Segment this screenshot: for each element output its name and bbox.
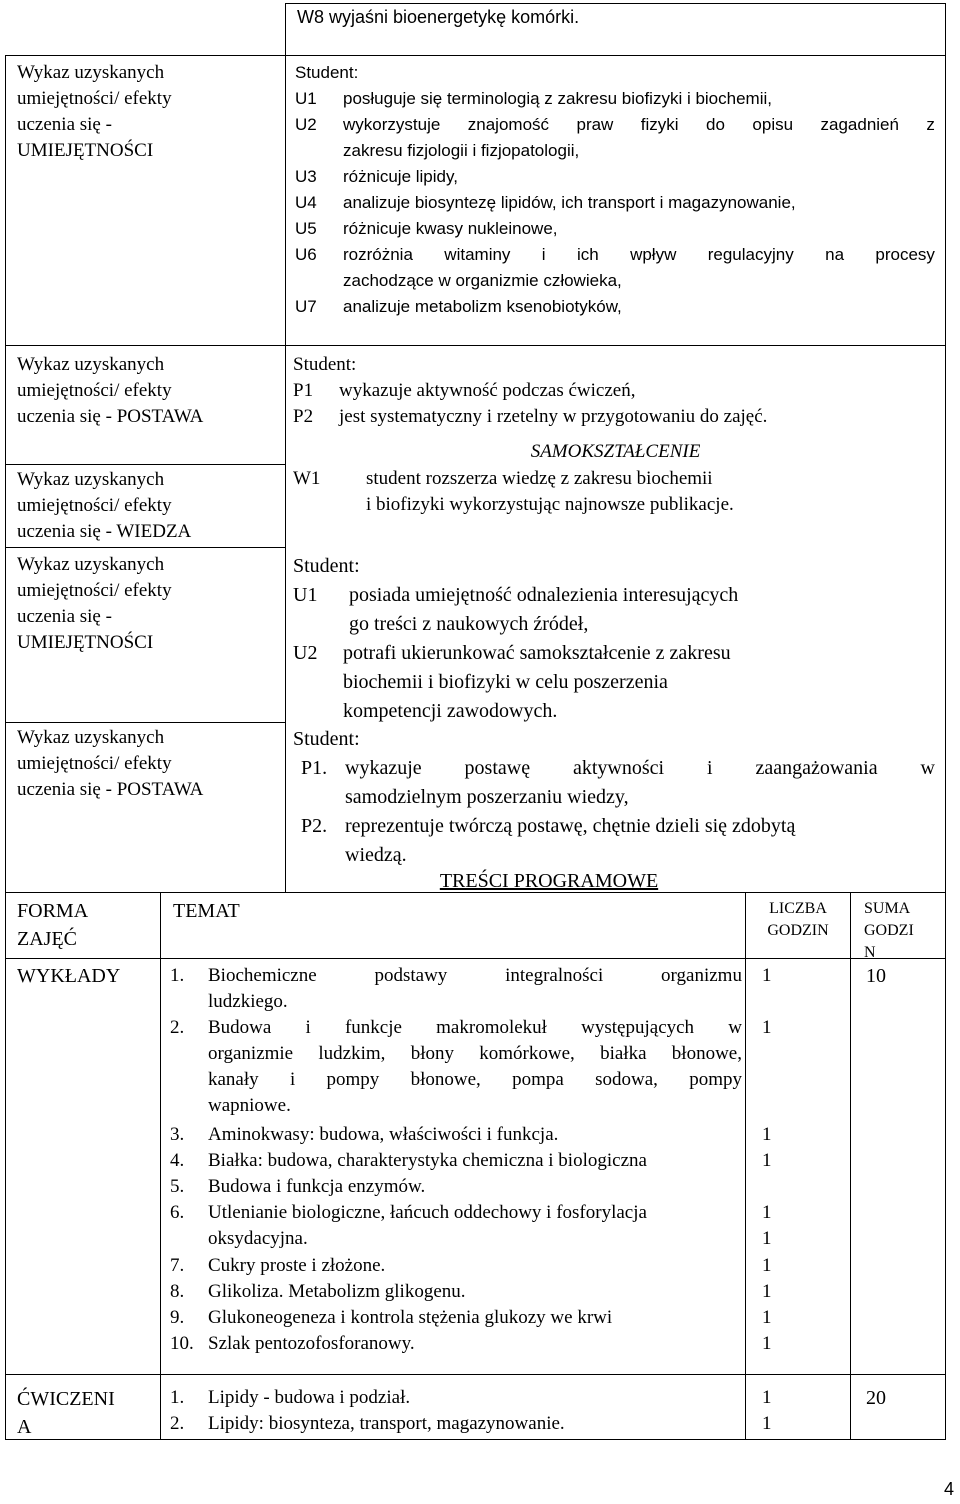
attitudes-section-1	[293, 352, 767, 430]
hours-2: 1	[762, 1017, 772, 1038]
outcome-text: posiada umiejętność odnalezienia interesujących	[349, 584, 739, 606]
divider-top	[285, 3, 286, 56]
topic-text: Cukry proste i złożone.	[208, 1255, 386, 1276]
outcome-text: potrafi ukierunkować samokształcenie z zakresu	[343, 642, 731, 664]
topic-number: 3.	[170, 1124, 185, 1145]
lecture-topic-1	[170, 963, 742, 1015]
outcome-code: U6	[295, 245, 317, 264]
label-line: umiejętności/ efekty	[17, 380, 172, 401]
hours-3: 1	[762, 1124, 772, 1145]
outcome-code: P1.	[301, 757, 328, 779]
label-line: umiejętności/ efekty	[17, 580, 172, 601]
outcome-code: U1	[295, 89, 317, 108]
sum-wyklady: 10	[866, 965, 886, 987]
label-line: Wykaz uzyskanych	[17, 469, 165, 490]
row-line-7	[5, 958, 946, 959]
header-line: GODZIN	[767, 922, 829, 939]
header-line: LICZBA	[769, 900, 827, 917]
outcome-text: wykazuje aktywność podczas ćwiczeń,	[339, 380, 636, 401]
form-cwiczenia	[17, 1385, 115, 1441]
outcome-text: biochemii i biofizyki w celu poszerzenia	[343, 671, 668, 693]
outcome-code: P2.	[301, 815, 328, 837]
label-line: umiejętności/ efekty	[17, 88, 172, 109]
outcome-text: różnicuje kwasy nukleinowe,	[343, 219, 558, 238]
label-line: UMIEJĘTNOŚCI	[17, 632, 154, 653]
col-topic-divider	[745, 892, 746, 1440]
skill-u3	[295, 164, 935, 190]
topic-number: 4.	[170, 1150, 185, 1171]
self-study-skills	[293, 552, 738, 726]
outcome-text-justified: wykorzystuje znajomość praw fizyki do opisu zagadnień z	[343, 115, 935, 134]
outcome-text: go treści z naukowych źródeł,	[349, 613, 589, 635]
topic-text: Biochemiczne podstawy integralności organizmu ludzkiego.	[208, 963, 742, 1015]
outcome-text: samodzielnym poszerzaniu wiedzy,	[345, 786, 629, 808]
hours-ex-2: 1	[762, 1413, 772, 1434]
header-line: ZAJĘĆ	[17, 928, 77, 950]
outcome-text: zachodzące w organizmie człowieka,	[343, 271, 622, 290]
topic-text	[208, 1200, 742, 1252]
outcome-text-justified: rozróżnia witaminy i ich wpływ regulacyjny na procesy	[343, 245, 935, 264]
outcome-text: student rozszerza wiedzę z zakresu biochemii	[366, 468, 713, 489]
topic-text: Lipidy - budowa i podział.	[208, 1387, 411, 1408]
row-line-1	[5, 55, 946, 56]
col-header-liczba-godzin	[746, 898, 850, 942]
outcome-code: U5	[295, 219, 317, 238]
outcome-text-justified: wykazuje postawę aktywności i zaangażowania w	[345, 757, 935, 779]
self-study-title: SAMOKSZTAŁCENIE	[530, 441, 701, 462]
bottom-border	[5, 1439, 946, 1440]
row-line-5	[5, 722, 286, 723]
outcome-text: jest systematyczny i rzetelny w przygotowaniu do zajęć.	[339, 406, 768, 427]
skill-u5	[295, 216, 935, 242]
skill-u1	[295, 86, 935, 112]
topic-text: Budowa i funkcje makromolekuł występujących w organizmie ludzkim, błony komórkowe, białka błonowe, kanały i pompy błonowe, pompa sodowa, pompy wapniowe.	[208, 1015, 742, 1119]
label-line: uczenia się - POSTAWA	[17, 406, 204, 427]
outcome-code: U4	[295, 193, 317, 212]
topic-number: 8.	[170, 1281, 185, 1302]
student-heading: Student:	[293, 728, 360, 750]
outcome-code: U2	[295, 115, 317, 134]
topic-number: 9.	[170, 1307, 185, 1328]
topic-number: 2.	[170, 1017, 185, 1038]
row-line-4	[5, 547, 286, 548]
hours-7: 1	[762, 1255, 772, 1276]
hours-1: 1	[762, 965, 772, 986]
hours-9: 1	[762, 1307, 772, 1328]
lecture-topic-2	[170, 1015, 742, 1119]
label-postawa-1	[17, 352, 203, 430]
page-number: 4	[944, 1479, 955, 1499]
right-border	[945, 55, 946, 1440]
topic-line: wapniowe.	[208, 1095, 291, 1116]
row-line-8	[5, 1374, 946, 1375]
header-line: GODZI	[864, 922, 914, 939]
outcome-text: zakresu fizjologii i fizjopatologii,	[343, 141, 580, 160]
skills-section-1	[295, 60, 935, 320]
topic-text: Lipidy: biosynteza, transport, magazynowanie.	[208, 1413, 565, 1434]
attitude-p1	[293, 378, 767, 404]
header-line: N	[864, 944, 876, 961]
hours-4: 1	[762, 1150, 772, 1171]
col-header-temat: TEMAT	[173, 900, 240, 922]
label-line: uczenia się - POSTAWA	[17, 779, 204, 800]
label-line: UMIEJĘTNOŚCI	[17, 140, 154, 161]
outcome-code: P2	[293, 406, 314, 427]
outcome-code: W1	[293, 468, 321, 489]
topic-line: oksydacyjna.	[208, 1228, 308, 1249]
outcome-text: reprezentuje twórczą postawę, chętnie dzieli się zdobytą	[345, 815, 796, 837]
outcome-text: posługuje się terminologią z zakresu biofizyki i biochemii,	[343, 89, 772, 108]
topic-text: Białka: budowa, charakterystyka chemiczna i biologiczna	[208, 1150, 647, 1171]
label-postawa-2	[17, 725, 203, 803]
row-line-3	[5, 464, 286, 465]
outcome-text: analizuje metabolizm ksenobiotyków,	[343, 297, 622, 316]
topic-number: 10.	[170, 1333, 194, 1354]
outcome-code: U3	[295, 167, 317, 186]
student-heading: Student:	[293, 555, 360, 577]
self-study-attitudes	[293, 725, 935, 870]
label-umiejetnosci-1	[17, 60, 172, 164]
label-wiedza-2	[17, 467, 191, 545]
outcome-code: U2	[293, 642, 318, 664]
outcome-code: P1	[293, 380, 314, 401]
topic-text: Glikoliza. Metabolizm glikogenu.	[208, 1281, 466, 1302]
outcome-text: wiedzą.	[345, 844, 407, 866]
hours-10: 1	[762, 1333, 772, 1354]
row-line-2	[5, 345, 946, 346]
topic-line: Utlenianie biologiczne, łańcuch oddechowy i fosforylacja	[208, 1202, 647, 1223]
form-line: ĆWICZENI	[17, 1388, 115, 1410]
label-line: Wykaz uzyskanych	[17, 62, 165, 83]
label-line: uczenia się -	[17, 606, 112, 627]
right-border-top	[945, 3, 946, 56]
col-hours-divider	[850, 892, 851, 1440]
header-line: FORMA	[17, 900, 89, 922]
skill-u7	[295, 294, 935, 320]
skill-u2	[295, 112, 935, 164]
left-border	[5, 55, 6, 1440]
label-line: Wykaz uzyskanych	[17, 354, 165, 375]
label-line: uczenia się - WIEDZA	[17, 521, 192, 542]
hours-6a: 1	[762, 1202, 772, 1223]
col-form-divider	[160, 892, 161, 1440]
topic-number: 7.	[170, 1255, 185, 1276]
w8-outcome: W8 wyjaśni bioenergetykę komórki.	[297, 7, 580, 27]
topic-number: 1.	[170, 965, 185, 986]
topic-number: 2.	[170, 1413, 185, 1434]
col-header-forma	[17, 897, 88, 953]
hours-ex-1: 1	[762, 1387, 772, 1408]
label-umiejetnosci-2	[17, 552, 172, 656]
outcome-text: analizuje biosyntezę lipidów, ich transport i magazynowanie,	[343, 193, 796, 212]
label-column-divider	[285, 55, 286, 893]
topic-text: Budowa i funkcja enzymów.	[208, 1176, 426, 1197]
program-title: TREŚCI PROGRAMOWE	[439, 870, 659, 892]
form-line: A	[17, 1416, 32, 1438]
topic-number: 6.	[170, 1202, 185, 1223]
topic-text: Szlak pentozofosforanowy.	[208, 1333, 415, 1354]
label-line: umiejętności/ efekty	[17, 495, 172, 516]
hours-8: 1	[762, 1281, 772, 1302]
student-heading: Student:	[295, 63, 359, 82]
form-wyklady: WYKŁADY	[17, 965, 121, 987]
outcome-text: kompetencji zawodowych.	[343, 700, 558, 722]
outcome-text: i biofizyki wykorzystując najnowsze publikacje.	[366, 494, 734, 515]
attitude-p2	[293, 404, 767, 430]
outcome-text: różnicuje lipidy,	[343, 167, 458, 186]
skill-u6	[295, 242, 935, 294]
label-line: Wykaz uzyskanych	[17, 554, 165, 575]
header-line: SUMA	[864, 900, 911, 917]
self-study-w1	[293, 466, 734, 518]
skill-u4	[295, 190, 935, 216]
topic-text: Aminokwasy: budowa, właściwości i funkcja.	[208, 1124, 559, 1145]
outcome-code: U1	[293, 584, 318, 606]
top-border	[285, 3, 946, 4]
outcome-code: U7	[295, 297, 317, 316]
topic-line: ludzkiego.	[208, 991, 288, 1012]
label-line: Wykaz uzyskanych	[17, 727, 165, 748]
col-header-suma-godzin	[864, 898, 914, 964]
topic-text: Glukoneogeneza i kontrola stężenia glukozy we krwi	[208, 1307, 613, 1328]
label-line: uczenia się -	[17, 114, 112, 135]
hours-6b: 1	[762, 1228, 772, 1249]
topic-number: 1.	[170, 1387, 185, 1408]
topic-number: 5.	[170, 1176, 185, 1197]
sum-cwiczenia: 20	[866, 1387, 886, 1409]
label-line: umiejętności/ efekty	[17, 753, 172, 774]
student-heading: Student:	[293, 354, 357, 375]
